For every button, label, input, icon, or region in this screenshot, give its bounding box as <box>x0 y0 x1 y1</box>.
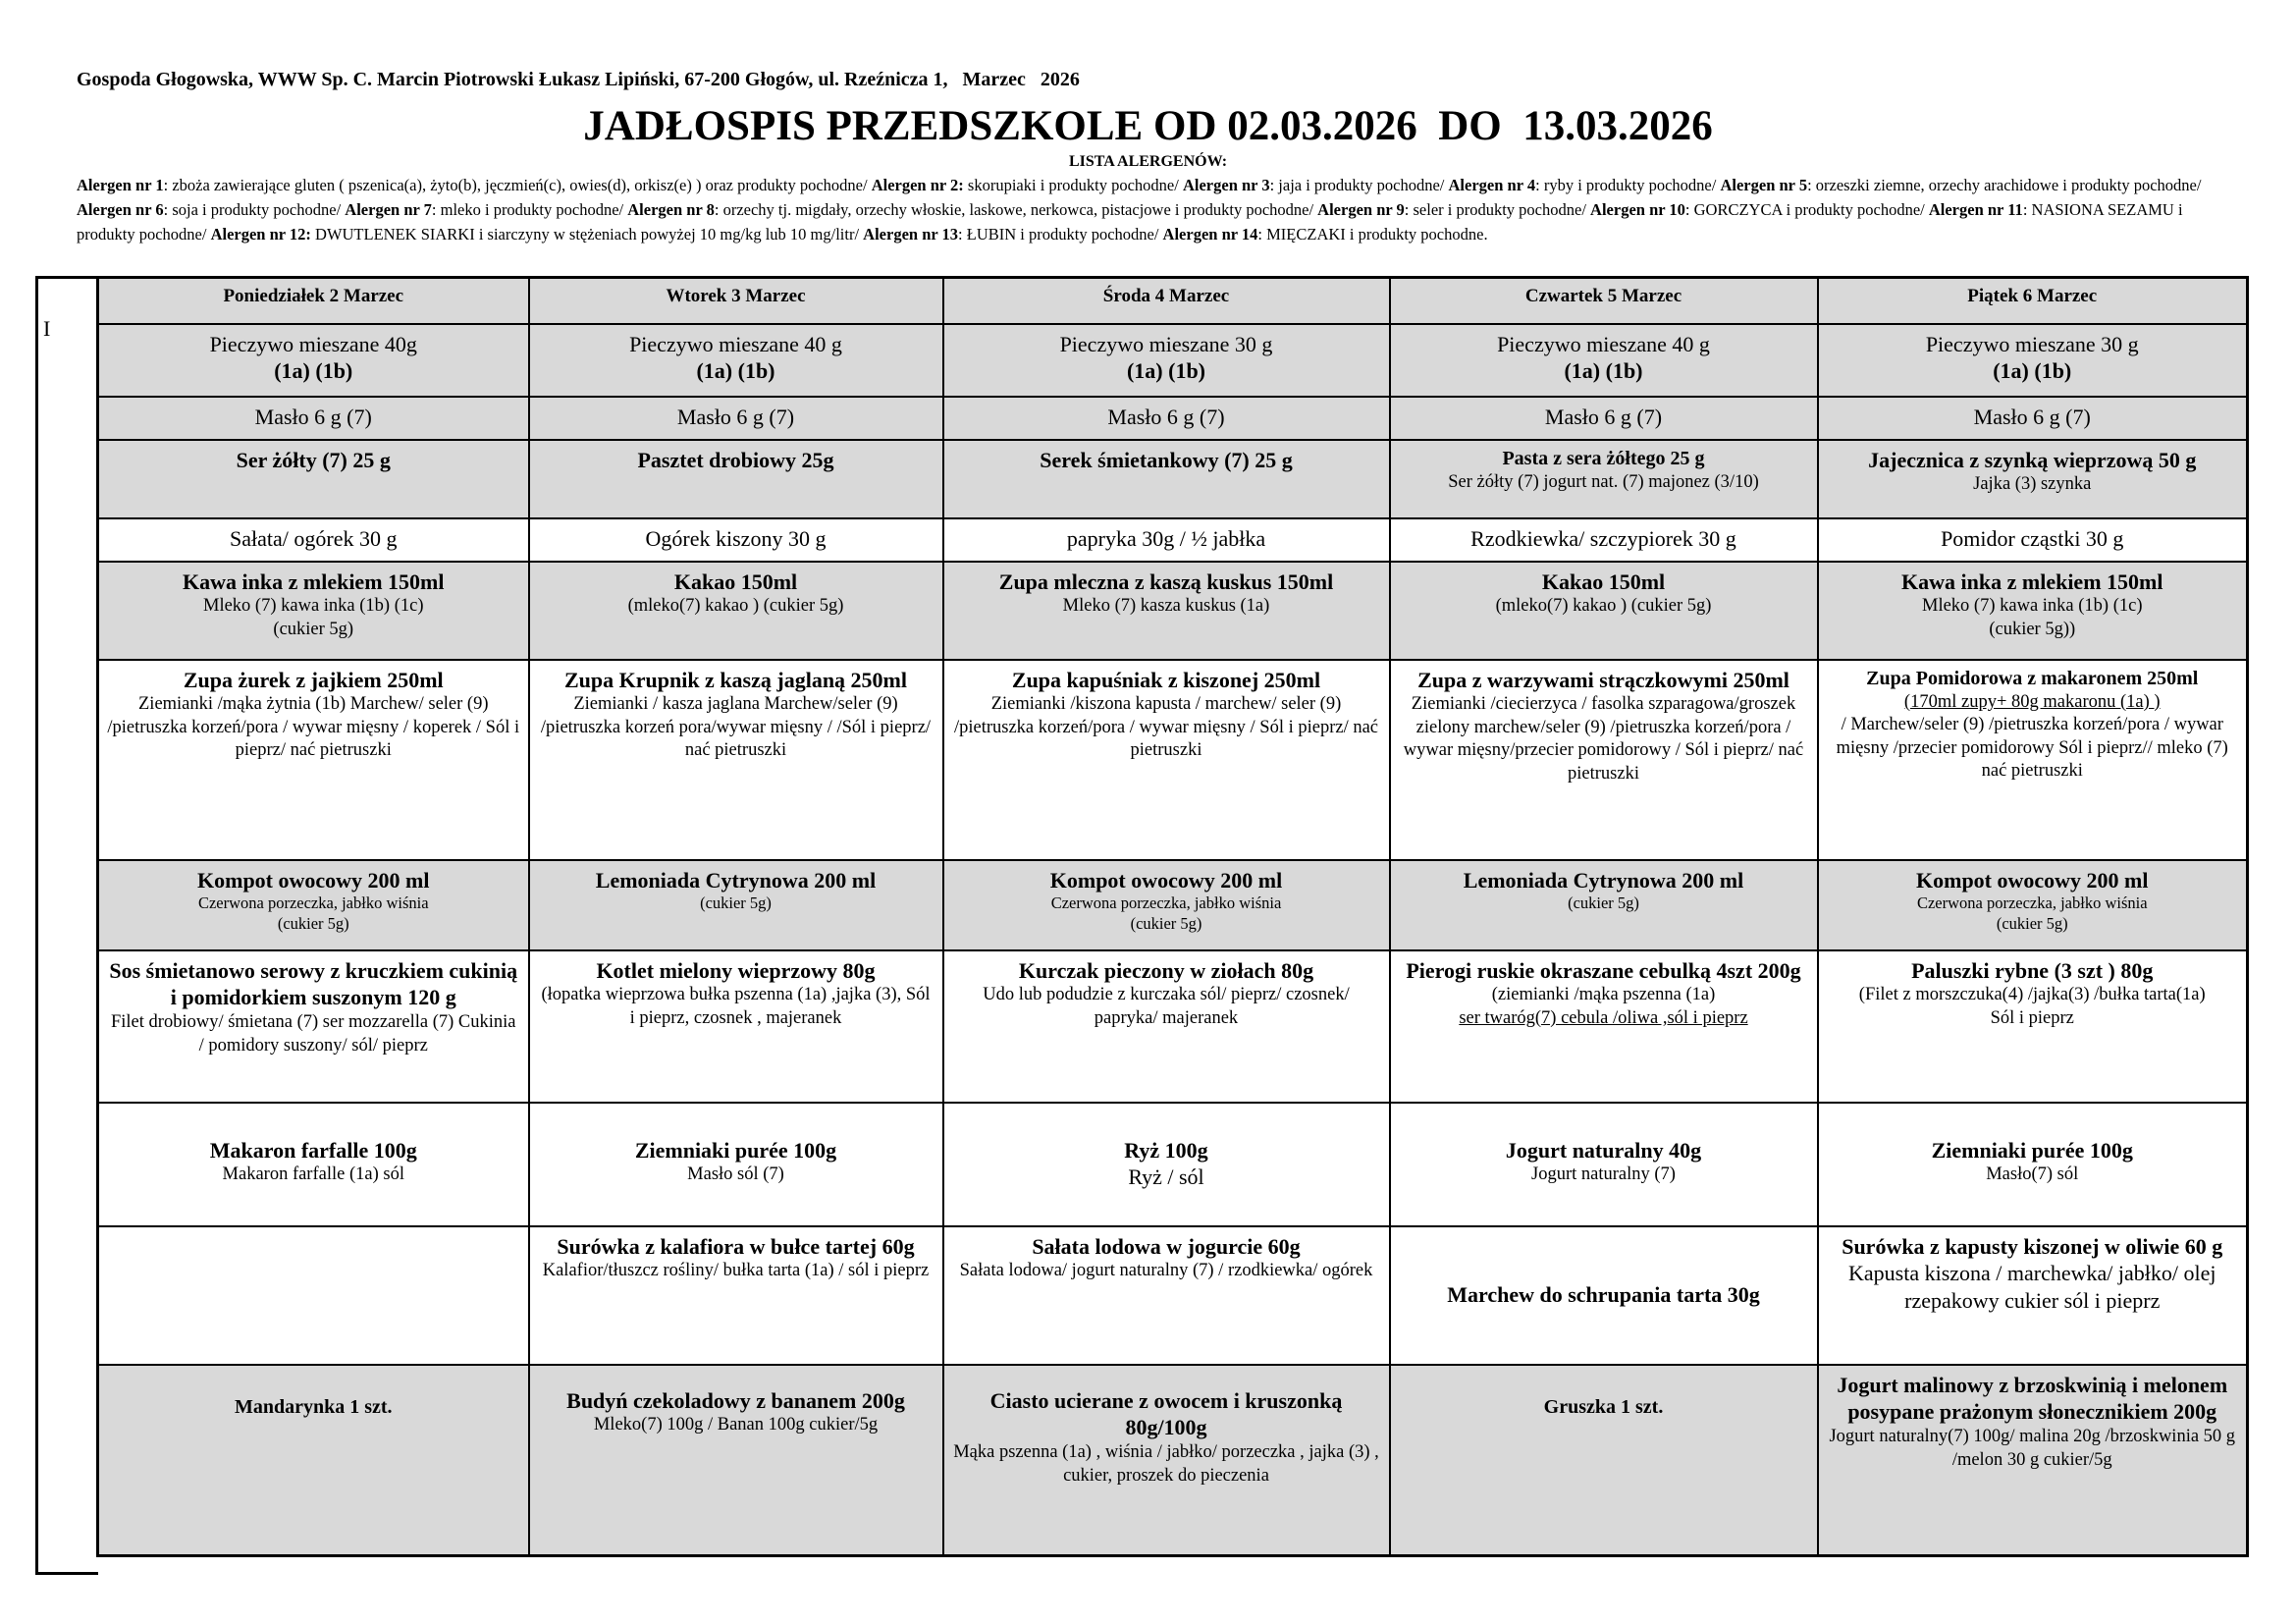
side-dish-title: Ryż 100g <box>1124 1137 1208 1163</box>
butter-cell <box>1390 397 1818 440</box>
allergen-label: Alergen nr 7 <box>345 200 432 219</box>
bread-row <box>98 324 2248 397</box>
salad-cell <box>529 1226 943 1365</box>
drink-desc: (mleko(7) kakao ) (cukier 5g) <box>1495 596 1712 617</box>
salad-cell <box>1818 1226 2248 1365</box>
side-dish-title: Jogurt naturalny 40g <box>1505 1137 1702 1163</box>
allergen-text: : soja i produkty pochodne/ <box>163 200 346 219</box>
side-dish-cell <box>98 1103 529 1226</box>
drink-title: Zupa mleczna z kaszą kuskus 150ml <box>998 568 1334 594</box>
soup-cell <box>529 660 943 860</box>
drink-title: Lemoniada Cytrynowa 200 ml <box>595 867 877 893</box>
main-course-desc: Sól i pieprz <box>1990 1007 2074 1028</box>
allergen-label: Alergen nr 11 <box>1928 200 2023 219</box>
dessert-cell <box>529 1365 943 1556</box>
drink-desc: (cukier 5g) <box>1568 893 1639 913</box>
spread-cell <box>98 440 529 518</box>
side-dish-desc: Ryż / sól <box>1128 1164 1204 1190</box>
vegetable-cell <box>529 518 943 562</box>
drink-desc: (cukier 5g) <box>700 893 772 913</box>
drink-title: Kompot owocowy 200 ml <box>1049 867 1283 893</box>
vegetable-text: Ogórek kiszony 30 g <box>645 525 827 551</box>
spread-title: Pasta z sera żółtego 25 g <box>1502 447 1705 469</box>
butter-row <box>98 397 2248 440</box>
bread-name: Pieczywo mieszane 40 g <box>629 331 842 356</box>
salad-cell <box>1390 1226 1818 1365</box>
drink-title: Lemoniada Cytrynowa 200 ml <box>1463 867 1744 893</box>
drink-desc: (cukier 5g) <box>273 619 354 639</box>
dessert-desc: Mleko(7) 100g / Banan 100g cukier/5g <box>593 1415 879 1435</box>
butter-text: Masło 6 g (7) <box>1107 404 1225 429</box>
bread-cell <box>529 324 943 397</box>
allergen-text: DWUTLENEK SIARKI i siarczyny w stężeniach powyżej 10 mg/kg lub 10 mg/litr/ <box>310 225 864 244</box>
day-header-row <box>98 278 2248 324</box>
drink-cell <box>943 860 1390 950</box>
bread-name: Pieczywo mieszane 30 g <box>1059 331 1273 356</box>
drink-title: Kawa inka z mlekiem 150ml <box>183 568 445 594</box>
allergen-text: : MIĘCZAKI i produkty pochodne. <box>1257 225 1488 244</box>
allergen-text: : jaja i produkty pochodne/ <box>1269 176 1449 194</box>
side-dish-cell <box>943 1103 1390 1226</box>
drink-cell <box>98 860 529 950</box>
salad-cell <box>943 1226 1390 1365</box>
allergen-text: : NASIONA SEZAMU i produkty pochodne/ <box>77 200 2183 244</box>
dessert-title: Ciasto ucierane z owocem i kruszonką 80g/100g <box>989 1387 1343 1440</box>
spread-title: Ser żółty (7) 25 g <box>236 447 391 472</box>
bread-name: Pieczywo mieszane 40g <box>209 331 417 356</box>
dessert-title: Gruszka 1 szt. <box>1543 1395 1664 1418</box>
allergen-label: Alergen nr 14 <box>1162 225 1258 244</box>
side-dish-cell <box>1390 1103 1818 1226</box>
main-course-title: Paluszki rybne (3 szt ) 80g <box>1911 957 2154 983</box>
allergen-text: : orzechy tj. migdały, orzechy włoskie, laskowe, nerkowca, pistacjowe i produkty pochodne/ <box>714 200 1318 219</box>
vegetable-row <box>98 518 2248 562</box>
drink-title: Kompot owocowy 200 ml <box>1916 867 2149 893</box>
drink-cell <box>529 860 943 950</box>
main-course-desc: Filet drobiowy/ śmietana (7) ser mozzarella (7) Cukinia / pomidory suszony/ sól/ pieprz <box>110 1012 516 1056</box>
soup-title: Zupa z warzywami strączkowymi 250ml <box>1417 667 1789 692</box>
dessert-desc: Jogurt naturalny(7) 100g/ malina 20g /brzoskwinia 50 g /melon 30 g cukier/5g <box>1829 1427 2236 1470</box>
allergen-label: Alergen nr 3 <box>1182 176 1270 194</box>
allergen-label: Alergen nr 5 <box>1720 176 1808 194</box>
vegetable-cell <box>1390 518 1818 562</box>
drink-desc: Mleko (7) kasza kuskus (1a) <box>1062 596 1270 617</box>
drink-title: Kakao 150ml <box>673 568 798 594</box>
butter-text: Masło 6 g (7) <box>676 404 795 429</box>
vegetable-text: Pomidor cząstki 30 g <box>1941 525 2124 551</box>
allergen-text: : orzeszki ziemne, orzechy arachidowe i produkty pochodne/ <box>1807 176 2202 194</box>
side-dish-desc: Jogurt naturalny (7) <box>1531 1164 1676 1185</box>
soup-title: Zupa Krupnik z kaszą jaglaną 250ml <box>563 667 907 692</box>
menu-table <box>96 276 2249 1557</box>
allergen-label: Alergen nr 1 <box>77 176 164 194</box>
bread-name: Pieczywo mieszane 40 g <box>1497 331 1710 356</box>
drink-desc: Mleko (7) kawa inka (1b) (1c) <box>203 596 424 617</box>
drink-desc: Czerwona porzeczka, jabłko wiśnia <box>1050 893 1282 913</box>
drink-desc: Mleko (7) kawa inka (1b) (1c) <box>1922 596 2143 617</box>
allergen-label: Alergen nr 13 <box>863 225 959 244</box>
bread-cell <box>943 324 1390 397</box>
week-label: I <box>43 316 51 341</box>
soup-title: Zupa Pomidorowa z makaronem 250ml <box>1866 667 2199 689</box>
side-dish-desc: Makaron farfalle (1a) sól <box>222 1164 404 1185</box>
dessert-cell <box>98 1365 529 1556</box>
allergen-list-title: LISTA ALERGENÓW: <box>1068 153 1228 170</box>
salad-row <box>98 1226 2248 1365</box>
week-frame <box>35 276 98 1575</box>
drink-title: Kakao 150ml <box>1541 568 1666 594</box>
spread-cell <box>1390 440 1818 518</box>
vegetable-text: Rzodkiewka/ szczypiorek 30 g <box>1470 525 1736 551</box>
salad-desc: Sałata lodowa/ jogurt naturalny (7) / rzodkiewka/ ogórek <box>959 1261 1373 1281</box>
main-course-desc: Udo lub podudzie z kurczaka sól/ pieprz/ czosnek/ papryka/ majeranek <box>983 985 1350 1028</box>
allergen-label: Alergen nr 8 <box>627 200 715 219</box>
soup-cell <box>98 660 529 860</box>
bread-allergens: (1a) (1b) <box>1564 358 1643 384</box>
dessert-cell <box>943 1365 1390 1556</box>
soup-desc: Ziemianki / kasza jaglana Marchew/seler (9) /pietruszka korzeń pora/wywar mięsny / /Sól i pieprz/ nać pietruszki <box>540 694 932 761</box>
drink-desc: Czerwona porzeczka, jabłko wiśnia <box>1916 893 2148 913</box>
vegetable-cell <box>98 518 529 562</box>
soup-title: Zupa żurek z jajkiem 250ml <box>183 667 444 692</box>
dessert-title: Budyń czekoladowy z bananem 200g <box>566 1387 905 1413</box>
allergen-label: Alergen nr 10 <box>1590 200 1685 219</box>
butter-cell <box>98 397 529 440</box>
side-dish-row <box>98 1103 2248 1226</box>
salad-desc: Kalafior/tłuszcz rośliny/ bułka tarta (1a) / sól i pieprz <box>542 1261 930 1281</box>
drink-cell <box>1818 860 2248 950</box>
allergen-text: : ryby i produkty pochodne/ <box>1535 176 1721 194</box>
spread-cell <box>529 440 943 518</box>
vegetable-cell <box>943 518 1390 562</box>
vegetable-text: Sałata/ ogórek 30 g <box>230 525 398 551</box>
bread-allergens: (1a) (1b) <box>1126 358 1206 384</box>
salad-title: Sałata lodowa w jogurcie 60g <box>1032 1233 1301 1259</box>
side-dish-desc: Masło(7) sól <box>1986 1164 2079 1185</box>
bread-name: Pieczywo mieszane 30 g <box>1925 331 2139 356</box>
spread-row <box>98 440 2248 518</box>
salad-title: Surówka z kalafiora w bułce tartej 60g <box>557 1233 915 1259</box>
salad-title: Surówka z kapusty kiszonej w oliwie 60 g <box>1842 1233 2223 1259</box>
main-course-cell <box>1818 950 2248 1103</box>
side-dish-title: Makaron farfalle 100g <box>209 1137 417 1163</box>
spread-title: Serek śmietankowy (7) 25 g <box>1040 447 1293 472</box>
drink-cell <box>943 562 1390 660</box>
main-course-cell <box>529 950 943 1103</box>
drink-cell <box>1390 860 1818 950</box>
spread-title: Pasztet drobiowy 25g <box>637 447 834 472</box>
drink-cell <box>529 562 943 660</box>
salad-title: Marchew do schrupania tarta 30g <box>1447 1282 1760 1308</box>
soup-desc: Ziemianki /mąka żytnia (1b) Marchew/ seler (9) /pietruszka korzeń/pora / wywar mięsny / koperek / Sól i pieprz/ nać pietruszki <box>107 694 520 761</box>
spread-desc: Jajka (3) szynka <box>1973 474 2092 495</box>
allergen-text: : ŁUBIN i produkty pochodne/ <box>958 225 1163 244</box>
day-header: Wtorek 3 Marzec <box>529 278 943 324</box>
soup-cell <box>943 660 1390 860</box>
drink-desc: (mleko(7) kakao ) (cukier 5g) <box>627 596 844 617</box>
day-header: Czwartek 5 Marzec <box>1390 278 1818 324</box>
spread-cell <box>1818 440 2248 518</box>
salad-desc: Kapusta kiszona / marchewka/ jabłko/ olej rzepakowy cukier sól i pieprz <box>1848 1261 2216 1314</box>
allergen-text: : GORCZYCA i produkty pochodne/ <box>1684 200 1929 219</box>
soup-desc: (170ml zupy+ 80g makaronu (1a) ) <box>1903 691 2161 712</box>
side-dish-cell <box>529 1103 943 1226</box>
main-course-desc: (łopatka wieprzowa bułka pszenna (1a) ,jajka (3), Sól i pieprz, czosnek , majeranek <box>541 985 931 1028</box>
dessert-row <box>98 1365 2248 1556</box>
butter-cell <box>1818 397 2248 440</box>
allergen-label: Alergen nr 2: <box>871 176 964 194</box>
dessert-cell <box>1390 1365 1818 1556</box>
drink-title: Kompot owocowy 200 ml <box>197 867 430 893</box>
allergen-label: Alergen nr 6 <box>77 200 164 219</box>
bread-allergens: (1a) (1b) <box>274 358 353 384</box>
main-course-desc: (Filet z morszczuka(4) /jajka(3) /bułka tarta(1a) <box>1858 985 2206 1005</box>
dessert-title: Jogurt malinowy z brzoskwinią i melonem posypane prażonym słonecznikiem 200g <box>1837 1372 2228 1425</box>
spread-desc: Ser żółty (7) jogurt nat. (7) majonez (3/10) <box>1448 471 1759 492</box>
butter-text: Masło 6 g (7) <box>1973 404 2091 429</box>
soup-desc: Ziemianki /kiszona kapusta / marchew/ seler (9) /pietruszka korzeń/pora / wywar mięsny / Sól i pieprz/ nać pietruszki <box>953 694 1379 761</box>
drink-title: Kawa inka z mlekiem 150ml <box>1901 568 2163 594</box>
allergen-text: skorupiaki i produkty pochodne/ <box>963 176 1183 194</box>
allergen-text: : zboża zawierające gluten ( pszenica(a), żyto(b), jęczmień(c), owies(d), orkisz(e) ) oraz produkty pochodne/ <box>163 176 872 194</box>
soup-cell <box>1390 660 1818 860</box>
drink-cell <box>1818 562 2248 660</box>
vegetable-cell <box>1818 518 2248 562</box>
main-course-title: Sos śmietanowo serowy z kruczkiem cukinią i pomidorkiem suszonym 120 g <box>109 957 518 1010</box>
company-header: Gospoda Głogowska, WWW Sp. C. Marcin Piotrowski Łukasz Lipiński, 67-200 Głogów, ul. Rzeźnicza 1, Marzec 2026 <box>77 69 1080 90</box>
menu-title: JADŁOSPIS PRZEDSZKOLE OD 02.03.2026 DO 13.03.2026 <box>583 103 1713 149</box>
butter-text: Masło 6 g (7) <box>1544 404 1663 429</box>
bread-cell <box>1818 324 2248 397</box>
main-course-title: Kotlet mielony wieprzowy 80g <box>596 957 876 983</box>
drink-desc: (cukier 5g) <box>1996 914 2068 934</box>
vegetable-text: papryka 30g / ½ jabłka <box>1066 525 1266 551</box>
soup-title: Zupa kapuśniak z kiszonej 250ml <box>1011 667 1321 692</box>
allergen-label: Alergen nr 9 <box>1317 200 1405 219</box>
drink-desc: (cukier 5g)) <box>1989 619 2076 639</box>
drink-desc: Czerwona porzeczka, jabłko wiśnia <box>197 893 429 913</box>
main-course-row <box>98 950 2248 1103</box>
main-course-title: Pierogi ruskie okraszane cebulką 4szt 200g <box>1406 957 1801 983</box>
butter-cell <box>943 397 1390 440</box>
butter-text: Masło 6 g (7) <box>254 404 372 429</box>
side-dish-title: Ziemniaki purée 100g <box>1931 1137 2133 1163</box>
dessert-title: Mandarynka 1 szt. <box>234 1395 393 1418</box>
bread-allergens: (1a) (1b) <box>696 358 775 384</box>
main-course-desc: (ziemianki /mąka pszenna (1a) <box>1491 985 1716 1005</box>
day-header: Poniedziałek 2 Marzec <box>98 278 529 324</box>
bread-cell <box>98 324 529 397</box>
butter-cell <box>529 397 943 440</box>
dessert-cell <box>1818 1365 2248 1556</box>
bread-allergens: (1a) (1b) <box>1993 358 2072 384</box>
allergen-text: : mleko i produkty pochodne/ <box>431 200 628 219</box>
soup-cell <box>1818 660 2248 860</box>
bread-cell <box>1390 324 1818 397</box>
soup-row <box>98 660 2248 860</box>
allergen-label: Alergen nr 4 <box>1448 176 1536 194</box>
day-header: Środa 4 Marzec <box>943 278 1390 324</box>
breakfast-drink-row <box>98 562 2248 660</box>
day-header: Piątek 6 Marzec <box>1818 278 2248 324</box>
spread-title: Jajecznica z szynką wieprzową 50 g <box>1868 447 2197 472</box>
soup-desc: Ziemianki /ciecierzyca / fasolka szparagowa/groszek zielony marchew/seler (9) /pietruszka korzeń/pora / wywar mięsny/przecier pomidorowy / Sól i pieprz/ nać pietruszki <box>1403 694 1804 784</box>
drink-cell <box>1390 562 1818 660</box>
main-course-desc: ser twaróg(7) cebula /oliwa ,sól i pieprz <box>1459 1007 1748 1028</box>
drink-cell <box>98 562 529 660</box>
lunch-drink-row <box>98 860 2248 950</box>
allergen-list <box>77 173 2236 246</box>
salad-cell <box>98 1226 529 1365</box>
side-dish-title: Ziemniaki purée 100g <box>634 1137 837 1163</box>
side-dish-desc: Masło sól (7) <box>687 1164 784 1185</box>
drink-desc: (cukier 5g) <box>277 914 349 934</box>
main-course-title: Kurczak pieczony w ziołach 80g <box>1018 957 1314 983</box>
dessert-desc: Mąka pszenna (1a) , wiśnia / jabłko/ porzeczka , jajka (3) , cukier, proszek do pieczenia <box>953 1442 1379 1486</box>
allergen-text: : seler i produkty pochodne/ <box>1404 200 1591 219</box>
side-dish-cell <box>1818 1103 2248 1226</box>
main-course-cell <box>1390 950 1818 1103</box>
spread-cell <box>943 440 1390 518</box>
main-course-cell <box>98 950 529 1103</box>
main-course-cell <box>943 950 1390 1103</box>
soup-desc: / Marchew/seler (9) /pietruszka korzeń/pora / wywar mięsny /przecier pomidorowy Sól i pieprz// mleko (7) nać pietruszki <box>1836 715 2228 782</box>
drink-desc: (cukier 5g) <box>1130 914 1202 934</box>
allergen-label: Alergen nr 12: <box>210 225 311 244</box>
